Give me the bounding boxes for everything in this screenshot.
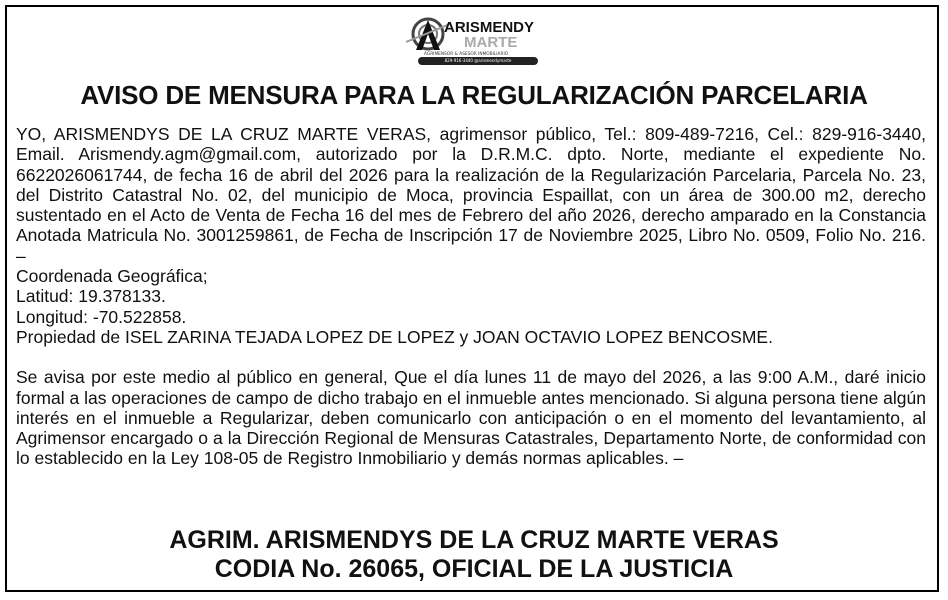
signatory-credential: CODIA No. 26065, OFICIAL DE LA JUSTICIA <box>214 555 734 583</box>
logo-brand-line2: MARTE <box>464 34 518 51</box>
notice-paragraph-2: Se avisa por este medio al público en general, Que el día lunes 11 de mayo del 2026, a las 9:00 A.M., daré inicio formal a las operaciones de campo de dicho trabajo en el inmueble antes mencionado. Si alguna persona tiene algún interés en el inmueble a Regularizar, deben comunicarlo con anticipación o en el momento del levantamiento, al Agrimensor encargado o a la Dirección Regional de Mensuras Catastrales, Departamento Norte, de conformidad con lo establecido en la Ley 108-05 de Registro Inmobiliario y demás normas aplicables. – <box>16 367 926 469</box>
logo-contact-strip: 829-916-3440 @arismendymarte <box>418 57 538 65</box>
logo-brand-line1: ARISMENDY <box>444 19 535 36</box>
longitude-line: Longitud: -70.522858. <box>16 306 187 327</box>
logo-tagline: AGRIMENSOR & ASESOR INMOBILIARIO <box>424 52 509 57</box>
owners-line: Propiedad de ISEL ZARINA TEJADA LOPEZ DE LOPEZ y JOAN OCTAVIO LOPEZ BENCOSME. <box>16 326 773 347</box>
notice-paragraph-1: YO, ARISMENDYS DE LA CRUZ MARTE VERAS, agrimensor público, Tel.: 809-489-7216, Cel.: 829-916-3440, Email. Arismendy.agm@gmail.com, autorizado por la D.R.M.C. dpto. Norte, mediante el expediente No. 6622026061744, de fecha 16 de abril del 2026 para la realización de la Regularización Parcelaria, Parcela No. 23, del Distrito Catastral No. 02, del municipio de Moca, provincia Espaillat, con un área de 300.00 m2, derecho sustentado en el Acto de Venta de Fecha 16 del mes de Febrero del año 2026, derecho amparado en la Constancia Anotada Matricula No. 3001259861, de Fecha de Inscripción 17 de Noviembre 2025, Libro No. 0509, Folio No. 216. – <box>16 124 926 266</box>
notice-body <box>16 124 926 469</box>
notice-title: AVISO DE MENSURA PARA LA REGULARIZACIÓN PARCELARIA <box>80 80 868 110</box>
signature-block <box>0 526 948 584</box>
signatory-name: AGRIM. ARISMENDYS DE LA CRUZ MARTE VERAS <box>169 526 779 554</box>
logo-mark <box>404 12 550 58</box>
coordinates-heading: Coordenada Geográfica; <box>16 266 208 287</box>
latitude-line: Latitud: 19.378133. <box>16 286 166 307</box>
